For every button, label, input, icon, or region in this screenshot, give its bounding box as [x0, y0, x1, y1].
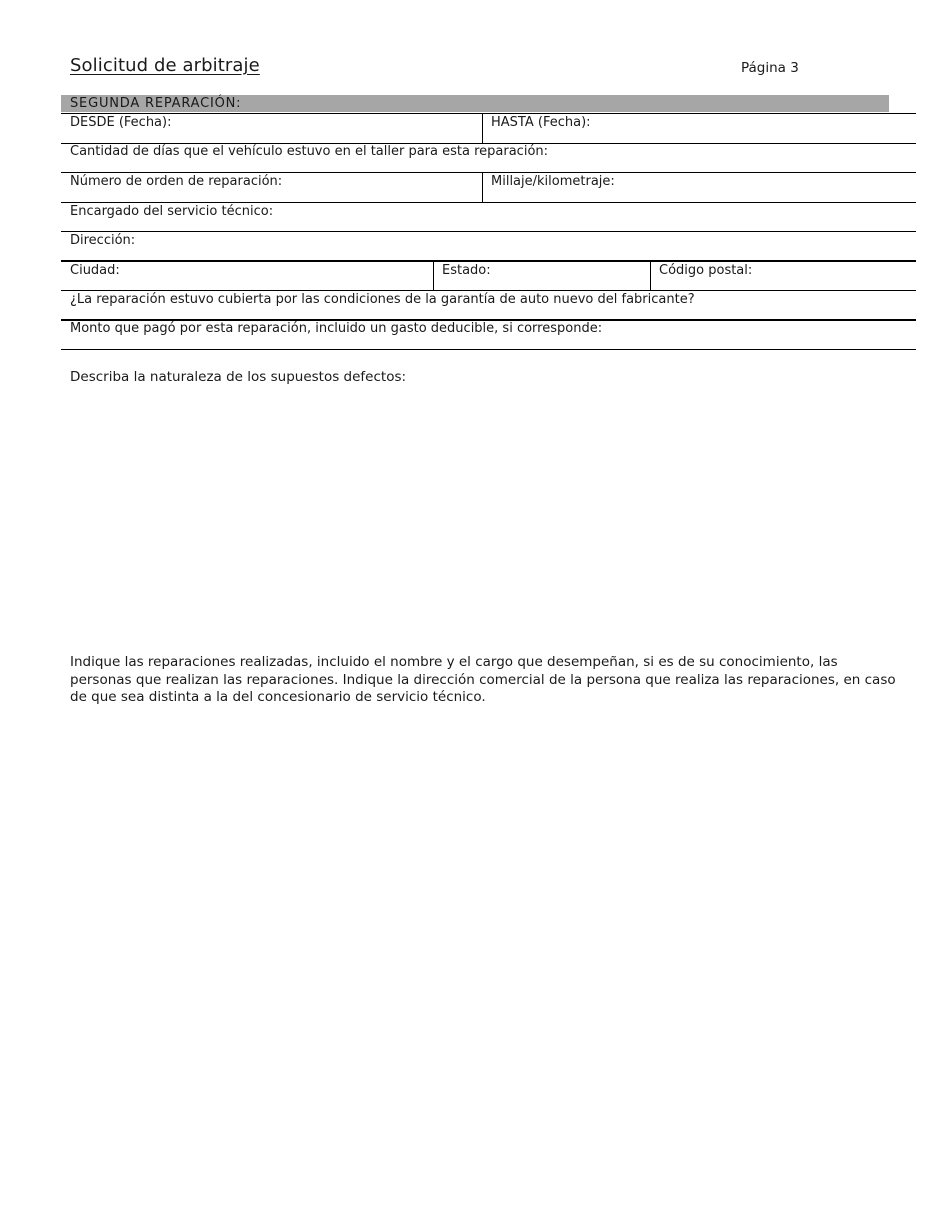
divider [61, 172, 916, 173]
page-number: Página 3 [741, 60, 799, 76]
field-codigo-postal-label: Código postal: [659, 263, 753, 278]
column-divider [650, 261, 651, 290]
field-direccion-label: Dirección: [70, 233, 136, 248]
divider [61, 290, 916, 291]
divider [61, 202, 916, 203]
document-title: Solicitud de arbitraje [70, 55, 260, 76]
divider [61, 260, 916, 262]
divider [61, 113, 916, 114]
field-desde-label: DESDE (Fecha): [70, 115, 172, 130]
field-millaje-label: Millaje/kilometraje: [491, 174, 615, 189]
field-estado-label: Estado: [442, 263, 491, 278]
field-garantia-label: ¿La reparación estuvo cubierta por las condiciones de la garantía de auto nuevo del fabricante? [70, 292, 695, 307]
field-monto-label: Monto que pagó por esta reparación, incluido un gasto deducible, si corresponde: [70, 321, 603, 336]
divider [61, 231, 916, 232]
field-encargado-label: Encargado del servicio técnico: [70, 204, 274, 219]
section-title: SEGUNDA REPARACIÓN: [70, 96, 242, 111]
defects-prompt: Describa la naturaleza de los supuestos defectos: [70, 369, 407, 385]
repairs-prompt: Indique las reparaciones realizadas, incluido el nombre y el cargo que desempeñan, si es de su conocimiento, las personas que realizan las reparaciones. Indique la dirección comercial de la persona que realiza las reparaciones, en caso de que sea distinta a la del concesionario de servicio técnico. [70, 654, 896, 705]
field-orden-label: Número de orden de reparación: [70, 174, 283, 189]
field-ciudad-label: Ciudad: [70, 263, 120, 278]
divider [61, 349, 916, 350]
column-divider [482, 172, 483, 202]
field-hasta-label: HASTA (Fecha): [491, 115, 591, 130]
field-dias-label: Cantidad de días que el vehículo estuvo en el taller para esta reparación: [70, 144, 549, 159]
section-header-bar [61, 95, 889, 112]
column-divider [482, 113, 483, 143]
column-divider [433, 261, 434, 290]
